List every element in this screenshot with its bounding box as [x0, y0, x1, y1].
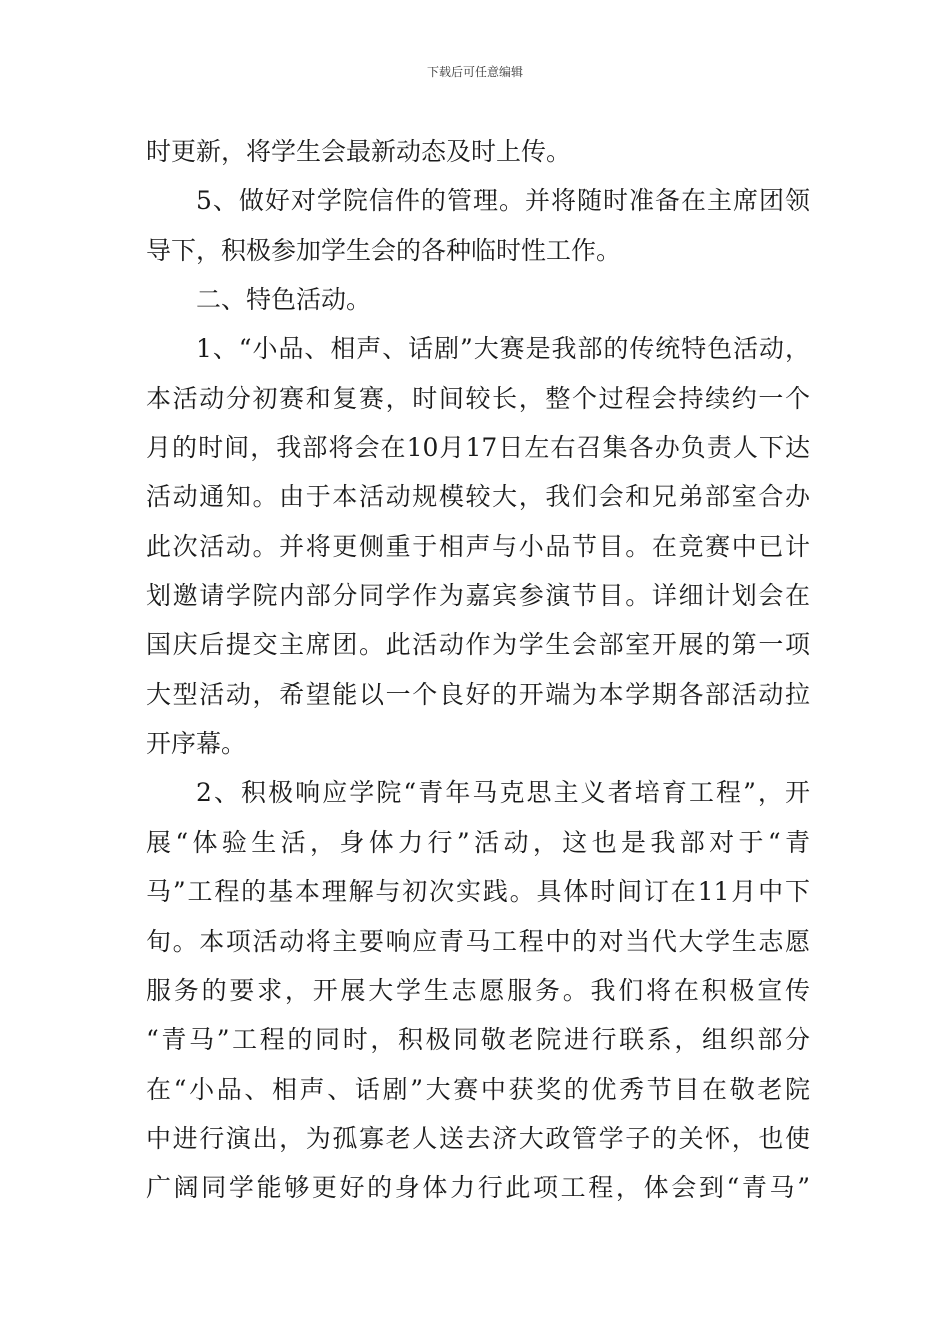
text-line: 在“小品、相声、话剧”大赛中获奖的优秀节目在敬老院	[146, 1074, 810, 1104]
text-line: 此次活动。并将更侧重于相声与小品节目。在竞赛中已计	[146, 531, 810, 561]
text-line: 服务的要求，开展大学生志愿服务。我们将在积极宣传	[146, 975, 810, 1005]
text-line: 广阔同学能够更好的身体力行此项工程，体会到“青马”	[146, 1173, 810, 1203]
text-line: 马”工程的基本理解与初次实践。具体时间订在11月中下	[146, 877, 810, 907]
page-header: 下载后可任意编辑	[426, 65, 523, 79]
text-line: 2、积极响应学院“青年马克思主义者培育工程”，开	[196, 778, 810, 808]
text-line: 中进行演出，为孤寡老人送去济大政管学子的关怀，也使	[146, 1123, 810, 1153]
text-line: 旬。本项活动将主要响应青马工程中的对当代大学生志愿	[146, 926, 810, 956]
text-line: 开序幕。	[146, 729, 247, 759]
text-line: 5、做好对学院信件的管理。并将随时准备在主席团领	[196, 186, 810, 216]
text-line: 二、特色活动。	[196, 285, 372, 315]
text-line: “青马”工程的同时，积极同敬老院进行联系，组织部分	[146, 1025, 810, 1055]
document-body	[146, 127, 810, 1213]
text-line: 展“体验生活，身体力行”活动，这也是我部对于“青	[146, 827, 810, 857]
text-line: 导下，积极参加学生会的各种临时性工作。	[146, 235, 622, 265]
text-line: 大型活动，希望能以一个良好的开端为本学期各部活动拉	[146, 679, 810, 709]
text-line: 活动通知。由于本活动规模较大，我们会和兄弟部室合办	[146, 482, 810, 512]
text-line: 划邀请学院内部分同学作为嘉宾参演节目。详细计划会在	[146, 581, 810, 611]
text-line: 月的时间，我部将会在10月17日左右召集各办负责人下达	[146, 433, 810, 463]
text-line: 1、“小品、相声、话剧”大赛是我部的传统特色活动，	[196, 334, 810, 364]
text-line: 时更新，将学生会最新动态及时上传。	[146, 137, 572, 166]
text-line: 本活动分初赛和复赛，时间较长，整个过程会持续约一个	[146, 383, 810, 413]
text-line: 国庆后提交主席团。此活动作为学生会部室开展的第一项	[146, 630, 810, 660]
